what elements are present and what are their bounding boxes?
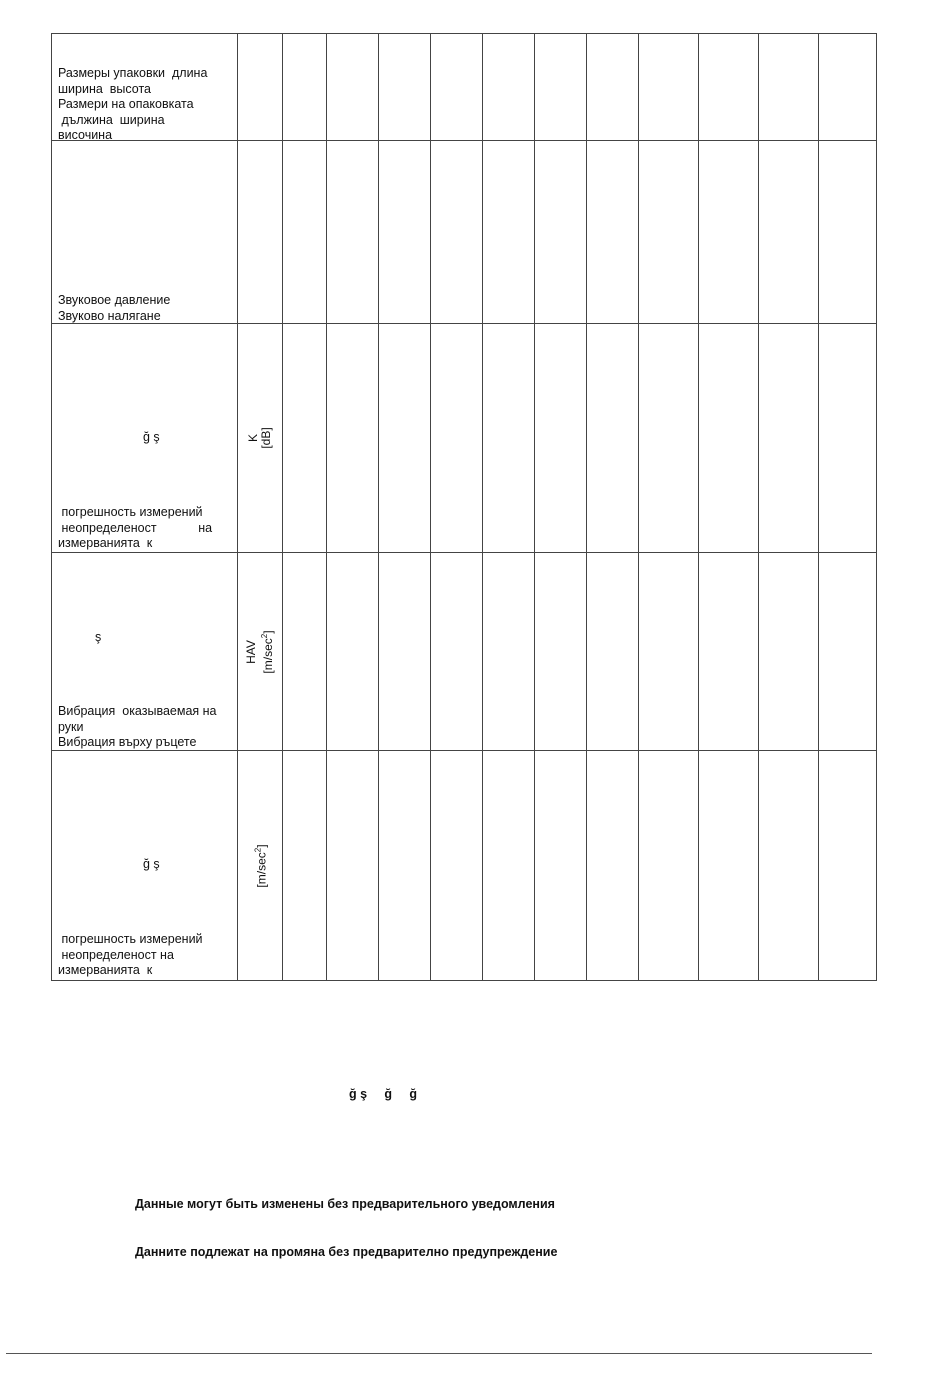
hand-vibration-unit-cell bbox=[238, 553, 283, 751]
value-cell bbox=[283, 34, 327, 141]
sound-pressure-label: Звуковое давление Звуково налягане bbox=[58, 293, 171, 323]
hand-vibration-unit bbox=[245, 630, 275, 673]
package-dimensions-label-cell bbox=[52, 34, 238, 141]
sound-pressure-label-cell bbox=[52, 141, 238, 324]
value-cell bbox=[535, 751, 587, 981]
table-row-sound-uncertainty bbox=[52, 324, 877, 553]
value-cell bbox=[819, 34, 877, 141]
value-cell bbox=[759, 751, 819, 981]
value-cell bbox=[699, 324, 759, 553]
value-cell bbox=[327, 324, 379, 553]
value-cell bbox=[639, 324, 699, 553]
value-cell bbox=[535, 141, 587, 324]
value-cell bbox=[283, 324, 327, 553]
value-cell bbox=[699, 34, 759, 141]
value-cell bbox=[819, 553, 877, 751]
value-cell bbox=[699, 751, 759, 981]
unit-close: ] bbox=[261, 629, 275, 634]
footnote-symbols: ğ ş bbox=[143, 430, 160, 444]
value-cell bbox=[431, 751, 483, 981]
table-row-package-dimensions bbox=[52, 34, 877, 141]
value-cell bbox=[819, 324, 877, 553]
value-cell bbox=[759, 324, 819, 553]
value-cell bbox=[483, 141, 535, 324]
footnote-symbols: ğ ş bbox=[143, 857, 160, 871]
sound-uncertainty-label: погрешность измерений неопределеност на измерванията к bbox=[58, 505, 213, 550]
sound-uncertainty-unit: K [dB] bbox=[246, 427, 273, 449]
vibration-uncertainty-unit-cell bbox=[238, 751, 283, 981]
sound-uncertainty-unit-cell bbox=[238, 324, 283, 553]
value-cell bbox=[327, 141, 379, 324]
vibration-uncertainty-label: погрешность измерений неопределеност на измерванията к bbox=[58, 932, 203, 977]
value-cell bbox=[431, 34, 483, 141]
value-cell bbox=[327, 751, 379, 981]
table-row-sound-pressure bbox=[52, 141, 877, 324]
value-cell bbox=[483, 751, 535, 981]
unit-sub: [m/sec bbox=[254, 851, 269, 888]
value-cell bbox=[535, 324, 587, 553]
value-cell bbox=[379, 751, 431, 981]
unit-sup: 2 bbox=[253, 847, 263, 852]
value-cell bbox=[283, 553, 327, 751]
value-cell bbox=[759, 141, 819, 324]
value-cell bbox=[587, 141, 639, 324]
unit-cell bbox=[238, 141, 283, 324]
footer-divider bbox=[6, 1353, 872, 1354]
value-cell bbox=[819, 141, 877, 324]
value-cell bbox=[587, 34, 639, 141]
spec-table bbox=[51, 33, 877, 981]
unit-sup: 2 bbox=[260, 633, 269, 638]
table-row-vibration-uncertainty bbox=[52, 751, 877, 981]
hand-vibration-label-cell bbox=[52, 553, 238, 751]
value-cell bbox=[379, 324, 431, 553]
value-cell bbox=[699, 141, 759, 324]
table-row-hand-vibration bbox=[52, 553, 877, 751]
change-notice-bg: Данните подлежат на промяна без предварително предупреждение bbox=[135, 1245, 558, 1259]
value-cell bbox=[327, 553, 379, 751]
value-cell bbox=[639, 34, 699, 141]
change-notice bbox=[135, 1164, 557, 1276]
value-cell bbox=[283, 141, 327, 324]
value-cell bbox=[431, 553, 483, 751]
value-cell bbox=[327, 34, 379, 141]
value-cell bbox=[431, 141, 483, 324]
value-cell bbox=[639, 553, 699, 751]
value-cell bbox=[759, 34, 819, 141]
value-cell bbox=[639, 141, 699, 324]
value-cell bbox=[379, 141, 431, 324]
value-cell bbox=[587, 553, 639, 751]
value-cell bbox=[483, 553, 535, 751]
hand-vibration-label: Вибрация оказываемая на руки Вибрация върху ръцете bbox=[58, 704, 217, 749]
value-cell bbox=[587, 324, 639, 553]
value-cell bbox=[535, 553, 587, 751]
unit-sub: [m/sec bbox=[261, 637, 275, 674]
value-cell bbox=[379, 34, 431, 141]
value-cell bbox=[535, 34, 587, 141]
unit-main: HAV bbox=[244, 639, 258, 664]
footnote-symbols-line: ğ ş ğ ğ bbox=[349, 1087, 418, 1101]
value-cell bbox=[699, 553, 759, 751]
value-cell bbox=[587, 751, 639, 981]
value-cell bbox=[819, 751, 877, 981]
value-cell bbox=[483, 324, 535, 553]
value-cell bbox=[483, 34, 535, 141]
value-cell bbox=[431, 324, 483, 553]
value-cell bbox=[283, 751, 327, 981]
value-cell bbox=[379, 553, 431, 751]
footnote-symbol: ş bbox=[95, 630, 102, 644]
vibration-uncertainty-label-cell bbox=[52, 751, 238, 981]
unit-cell bbox=[238, 34, 283, 141]
value-cell bbox=[759, 553, 819, 751]
sound-uncertainty-label-cell bbox=[52, 324, 238, 553]
change-notice-ru: Данные могут быть изменены без предварительного уведомления bbox=[135, 1197, 555, 1211]
package-dimensions-label: Размеры упаковки длина ширина высота Размери на опаковката дължина ширина височина bbox=[58, 66, 208, 142]
value-cell bbox=[639, 751, 699, 981]
unit-close: ] bbox=[254, 843, 269, 848]
vibration-uncertainty-unit bbox=[252, 844, 269, 887]
